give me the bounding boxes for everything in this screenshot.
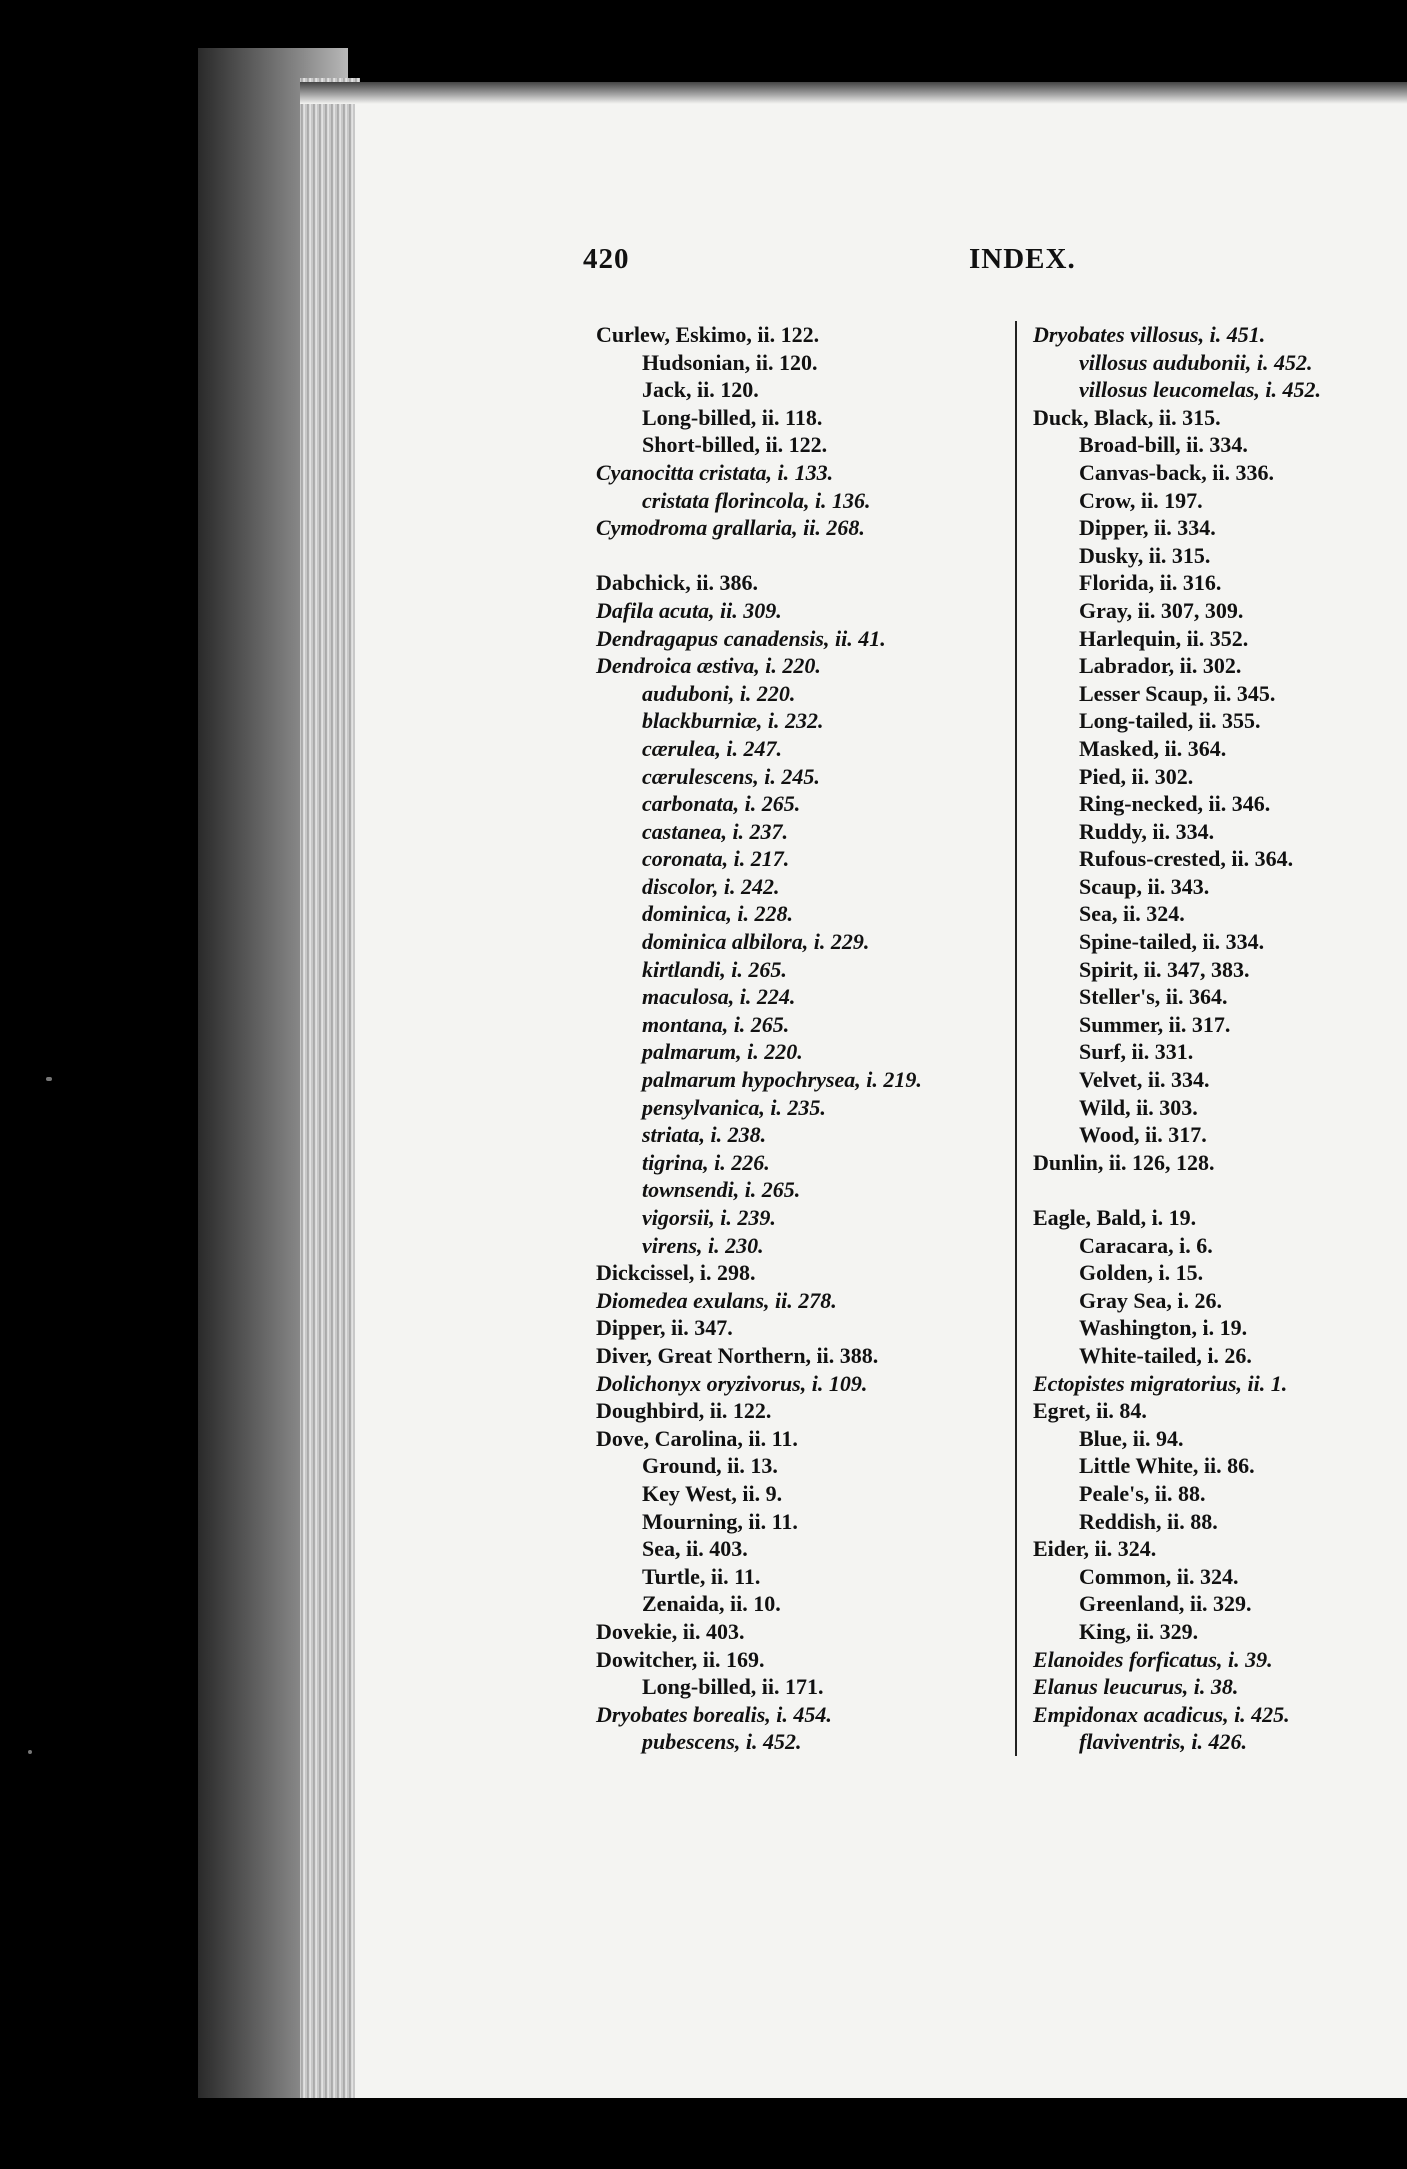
index-entry (596, 1673, 922, 1701)
index-entry (596, 652, 922, 680)
index-entry (1033, 680, 1407, 708)
index-entry-text: Curlew, Eskimo, ii. 122. (596, 322, 820, 347)
index-entry-text: Velvet, ii. 334. (1079, 1067, 1210, 1093)
index-entry (596, 873, 922, 901)
index-entry (596, 818, 922, 846)
index-entry-text: Dowitcher, ii. 169. (596, 1646, 765, 1672)
index-entry-text: Sea, ii. 324. (1079, 901, 1185, 927)
index-entry (1033, 597, 1407, 625)
index-entry (596, 1066, 922, 1094)
index-entry-text: Dove, Carolina, ii. 11. (596, 1425, 798, 1451)
index-entry (1033, 1728, 1407, 1756)
index-entry (1033, 1646, 1407, 1674)
index-entry-text: villosus audubonii, i. 452. (1079, 349, 1313, 375)
index-entry (596, 1701, 922, 1729)
index-entry-text: striata, i. 238. (642, 1122, 767, 1148)
index-entry-text: Dryobates villosus, i. 451. (1033, 322, 1266, 347)
index-entry-text: palmarum hypochrysea, i. 219. (642, 1067, 922, 1093)
index-entry (596, 569, 922, 597)
index-entry-text: Eagle, Bald, i. 19. (1033, 1205, 1197, 1230)
index-entry (1033, 1342, 1407, 1370)
index-entry-text: pubescens, i. 452. (642, 1729, 802, 1755)
index-entry (596, 1508, 922, 1536)
index-entry-text: Duck, Black, ii. 315. (1033, 404, 1221, 430)
index-entry (1033, 487, 1407, 515)
index-entry-text: Spirit, ii. 347, 383. (1079, 956, 1250, 982)
index-entry (1033, 707, 1407, 735)
page-top-shadow (300, 82, 1407, 104)
index-entry-text: Ruddy, ii. 334. (1079, 818, 1215, 844)
page-number: 420 (583, 243, 630, 275)
index-entry-text: Elanus leucurus, i. 38. (1033, 1674, 1239, 1700)
index-entry-text: Labrador, ii. 302. (1079, 653, 1242, 679)
index-entry (596, 956, 922, 984)
index-entry-text: Diomedea exulans, ii. 278. (596, 1287, 837, 1313)
index-entry (1033, 542, 1407, 570)
index-entry-text: coronata, i. 217. (642, 846, 790, 872)
index-entry (596, 1535, 922, 1563)
index-entry (1033, 569, 1407, 597)
index-entry (596, 1342, 922, 1370)
index-entry (1033, 1370, 1407, 1398)
index-entry (1033, 1287, 1407, 1315)
index-entry (596, 1563, 922, 1591)
index-entry-text: Dolichonyx oryzivorus, i. 109. (596, 1370, 868, 1396)
index-entry (1033, 349, 1407, 377)
index-entry-text: townsendi, i. 265. (642, 1177, 801, 1203)
index-entry-text: Wood, ii. 317. (1079, 1122, 1207, 1148)
index-entry-text: Blue, ii. 94. (1079, 1425, 1184, 1451)
index-entry (1033, 376, 1407, 404)
index-entry-text: carbonata, i. 265. (642, 791, 801, 817)
index-entry-text: castanea, i. 237. (642, 818, 789, 844)
index-entry (596, 514, 922, 542)
index-entry-text: Steller's, ii. 364. (1079, 984, 1228, 1010)
index-entry-text: Harlequin, ii. 352. (1079, 625, 1249, 651)
index-entry-text: Dickcissel, i. 298. (596, 1260, 756, 1286)
index-entry-text: palmarum, i. 220. (642, 1039, 803, 1065)
index-entry-text: White-tailed, i. 26. (1079, 1342, 1252, 1368)
index-entry-text: Ring-necked, ii. 346. (1079, 791, 1271, 817)
index-entry (1033, 1397, 1407, 1425)
index-entry-text: Spine-tailed, ii. 334. (1079, 929, 1265, 955)
index-entry-text: cærulea, i. 247. (642, 735, 782, 761)
index-entry-text: Common, ii. 324. (1079, 1563, 1239, 1589)
index-entry-text: Sea, ii. 403. (642, 1536, 748, 1562)
index-entry (596, 1204, 922, 1232)
index-entry (1033, 900, 1407, 928)
index-entry-text: Long-billed, ii. 118. (642, 404, 823, 430)
index-entry (596, 1149, 922, 1177)
index-entry-text: vigorsii, i. 239. (642, 1205, 776, 1230)
index-entry (1033, 1701, 1407, 1729)
index-entry (596, 376, 922, 404)
index-entry (1033, 1535, 1407, 1563)
index-entry-text: Peale's, ii. 88. (1079, 1480, 1206, 1506)
index-entry (596, 625, 922, 653)
index-entry-text: Dendragapus canadensis, ii. 41. (596, 625, 886, 651)
index-entry (596, 1094, 922, 1122)
index-entry (1033, 1618, 1407, 1646)
index-entry-text: Broad-bill, ii. 334. (1079, 432, 1248, 458)
index-entry (1033, 1563, 1407, 1591)
index-column-left (596, 321, 922, 1756)
index-entry-text: Eider, ii. 324. (1033, 1536, 1157, 1562)
index-entry (1033, 1425, 1407, 1453)
index-spacer (596, 542, 922, 570)
index-entry-text: Elanoides forficatus, i. 39. (1033, 1646, 1273, 1672)
index-entry (596, 1259, 922, 1287)
page-title: INDEX. (969, 243, 1076, 275)
index-entry (596, 1590, 922, 1618)
index-entry (1033, 1011, 1407, 1039)
index-entry (1033, 1508, 1407, 1536)
index-entry (596, 404, 922, 432)
index-entry-text: Masked, ii. 364. (1079, 735, 1227, 761)
index-entry (1033, 404, 1407, 432)
index-entry (1033, 1038, 1407, 1066)
index-entry (596, 1038, 922, 1066)
index-entry-text: Gray Sea, i. 26. (1079, 1287, 1222, 1313)
index-entry (596, 487, 922, 515)
index-entry-text: Key West, ii. 9. (642, 1480, 783, 1506)
index-entry (596, 900, 922, 928)
index-entry-text: Jack, ii. 120. (642, 377, 759, 403)
index-entry (1033, 1452, 1407, 1480)
scan-speck (28, 1750, 32, 1754)
index-spacer (1033, 1176, 1407, 1204)
index-entry (596, 1287, 922, 1315)
index-entry-text: dominica, i. 228. (642, 901, 793, 927)
index-entry-text: Gray, ii. 307, 309. (1079, 597, 1244, 623)
index-entry (1033, 652, 1407, 680)
index-entry-text: dominica albilora, i. 229. (642, 929, 870, 955)
index-entry (596, 1176, 922, 1204)
index-entry-text: King, ii. 329. (1079, 1618, 1199, 1644)
index-entry (596, 1425, 922, 1453)
index-entry (1033, 983, 1407, 1011)
index-entry-text: Doughbird, ii. 122. (596, 1398, 772, 1424)
index-entry-text: discolor, i. 242. (642, 873, 780, 899)
index-entry-text: Crow, ii. 197. (1079, 487, 1203, 513)
index-entry (1033, 873, 1407, 901)
index-entry-text: Florida, ii. 316. (1079, 570, 1222, 596)
index-entry (1033, 1121, 1407, 1149)
index-entry-text: flaviventris, i. 426. (1079, 1729, 1248, 1755)
index-entry-text: virens, i. 230. (642, 1232, 764, 1258)
index-entry-text: Golden, i. 15. (1079, 1260, 1204, 1286)
index-entry (1033, 1149, 1407, 1177)
index-entry-text: Empidonax acadicus, i. 425. (1033, 1701, 1290, 1727)
index-entry (1033, 1094, 1407, 1122)
index-entry (596, 321, 922, 349)
index-entry-text: Hudsonian, ii. 120. (642, 349, 818, 375)
index-entry (596, 1452, 922, 1480)
index-entry-text: Surf, ii. 331. (1079, 1039, 1194, 1065)
index-entry-text: Dabchick, ii. 386. (596, 570, 758, 596)
index-entry-text: Wild, ii. 303. (1079, 1094, 1198, 1120)
index-entry-text: kirtlandi, i. 265. (642, 956, 787, 982)
index-entry-text: Rufous-crested, ii. 364. (1079, 846, 1294, 872)
index-entry-text: Dovekie, ii. 403. (596, 1618, 745, 1644)
index-entry-text: Cymodroma grallaria, ii. 268. (596, 515, 865, 541)
index-entry-text: Dunlin, ii. 126, 128. (1033, 1149, 1215, 1175)
index-entry (596, 928, 922, 956)
index-entry-text: Lesser Scaup, ii. 345. (1079, 680, 1276, 706)
index-entry (1033, 1673, 1407, 1701)
page-stack-edge (300, 78, 360, 2098)
index-entry (596, 1232, 922, 1260)
index-entry (596, 735, 922, 763)
index-entry-text: auduboni, i. 220. (642, 680, 796, 706)
index-entry (596, 1618, 922, 1646)
index-entry (596, 1121, 922, 1149)
index-entry-text: Caracara, i. 6. (1079, 1232, 1213, 1258)
index-entry (1033, 514, 1407, 542)
index-entry-text: cristata florincola, i. 136. (642, 487, 871, 513)
index-column-right (1015, 321, 1407, 1756)
index-entry (596, 790, 922, 818)
index-entry-text: Short-billed, ii. 122. (642, 432, 828, 458)
index-entry (596, 1314, 922, 1342)
index-entry (1033, 1232, 1407, 1260)
index-entry (1033, 735, 1407, 763)
index-entry (596, 1480, 922, 1508)
index-entry-text: pensylvanica, i. 235. (642, 1094, 826, 1120)
index-entry-text: Dendroica æstiva, i. 220. (596, 653, 821, 679)
index-entry-text: Ground, ii. 13. (642, 1453, 778, 1479)
index-entry (596, 431, 922, 459)
index-entry-text: Reddish, ii. 88. (1079, 1508, 1218, 1534)
index-entry-text: cærulescens, i. 245. (642, 763, 820, 789)
index-entry-text: Washington, i. 19. (1079, 1315, 1248, 1341)
index-entry-text: maculosa, i. 224. (642, 984, 796, 1010)
index-entry-text: tigrina, i. 226. (642, 1149, 770, 1175)
index-entry (596, 1011, 922, 1039)
index-entry (1033, 1204, 1407, 1232)
index-entry-text: Little White, ii. 86. (1079, 1453, 1255, 1479)
index-entry-text: Ectopistes migratorius, ii. 1. (1033, 1370, 1288, 1396)
index-entry (596, 983, 922, 1011)
index-entry (596, 1728, 922, 1756)
index-entry (1033, 1314, 1407, 1342)
index-entry-text: Dryobates borealis, i. 454. (596, 1701, 832, 1727)
index-entry-text: montana, i. 265. (642, 1011, 790, 1037)
index-entry (596, 459, 922, 487)
index-entry (1033, 790, 1407, 818)
index-entry (596, 1397, 922, 1425)
index-entry-text: Scaup, ii. 343. (1079, 873, 1210, 899)
index-entry (1033, 431, 1407, 459)
index-entry-text: Canvas-back, ii. 336. (1079, 459, 1274, 485)
index-entry (1033, 818, 1407, 846)
index-entry (596, 597, 922, 625)
scan-speck (46, 1077, 52, 1081)
index-entry-text: blackburniæ, i. 232. (642, 708, 824, 734)
index-entry (1033, 1259, 1407, 1287)
index-entry (596, 1370, 922, 1398)
index-entry-text: Cyanocitta cristata, i. 133. (596, 459, 834, 485)
index-entry-text: villosus leucomelas, i. 452. (1079, 377, 1321, 403)
index-entry (1033, 845, 1407, 873)
index-entry-text: Egret, ii. 84. (1033, 1398, 1147, 1424)
index-entry-text: Zenaida, ii. 10. (642, 1591, 781, 1617)
index-entry-text: Summer, ii. 317. (1079, 1011, 1231, 1037)
index-entry (596, 680, 922, 708)
index-entry-text: Pied, ii. 302. (1079, 763, 1194, 789)
index-entry-text: Greenland, ii. 329. (1079, 1591, 1252, 1617)
index-entry (1033, 956, 1407, 984)
index-entry (1033, 1590, 1407, 1618)
index-entry (1033, 459, 1407, 487)
index-entry-text: Long-billed, ii. 171. (642, 1674, 824, 1700)
index-entry (1033, 928, 1407, 956)
index-entry (1033, 1066, 1407, 1094)
index-entry-text: Dusky, ii. 315. (1079, 542, 1211, 568)
index-entry (596, 1646, 922, 1674)
index-entry (596, 349, 922, 377)
index-entry-text: Diver, Great Northern, ii. 388. (596, 1342, 879, 1368)
index-entry-text: Turtle, ii. 11. (642, 1563, 761, 1589)
index-entry-text: Dafila acuta, ii. 309. (596, 597, 782, 623)
index-entry (596, 707, 922, 735)
index-entry (1033, 625, 1407, 653)
index-entry-text: Dipper, ii. 347. (596, 1315, 733, 1341)
index-entry-text: Dipper, ii. 334. (1079, 515, 1216, 541)
index-entry (1033, 763, 1407, 791)
index-entry (596, 763, 922, 791)
index-entry (1033, 321, 1407, 349)
index-entry (1033, 1480, 1407, 1508)
index-entry-text: Long-tailed, ii. 355. (1079, 708, 1261, 734)
index-entry-text: Mourning, ii. 11. (642, 1508, 798, 1534)
index-entry (596, 845, 922, 873)
